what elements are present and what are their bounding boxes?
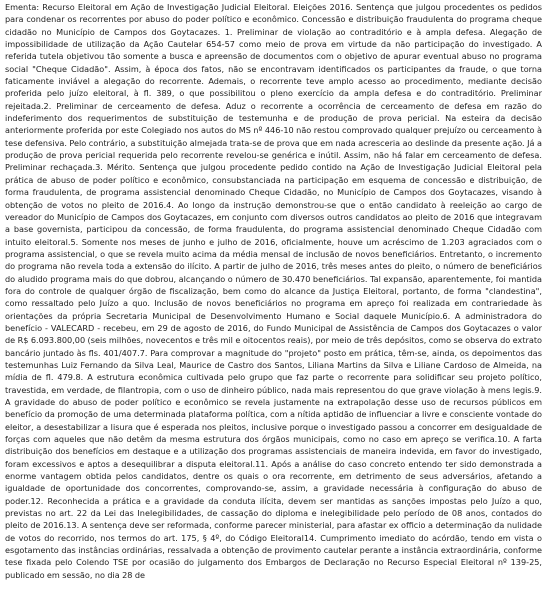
- ementa-paragraph: Ementa: Recurso Eleitoral em Ação de Investigação Judicial Eleitoral. Eleições 2016. Sentença que julgou procedentes os pedidos para condenar os recorrentes por abuso do poder político e econômico. Concessão e distribuição fraudulenta do programa cheque cidadão no Município de Campos dos Goytacazes. 1. Preliminar de violação ao contraditório e à ampla defesa. Alegação de impossibilidade de utilização da Ação Cautelar 654-57 como meio de prova em virtude da não participação do investigado. A referida tutela objetivou tão somente a busca e apreensão de documentos com o objetivo de apurar eventual abuso no programa social "Cheque Cidadão". Assim, à época dos fatos, não se encontravam identificados os participantes da fraude, o que torna faticamente inviável a alegação do recorrente. Ademais, o recorrente teve amplo acesso ao procedimento, mediante decisão proferida pelo juízo eleitoral, à fl. 389, o que possibilitou o pleno exercício da ampla defesa e do contraditório. Preliminar rejeitada.2. Preliminar de cerceamento de defesa. Aduz o recorrente a ocorrência de cerceamento de defesa em razão do indeferimento dos requerimentos de substituição de testemunha e de produção de prova pericial. Na esteira da decisão anteriormente proferida por este Colegiado nos autos do MS nº 446-10 não restou comprovado qualquer prejuízo ou cerceamento à tese defensiva. Pelo contrário, a substituição almejada trata-se de prova que em nada acresceria ao deslinde da presente ação. Já a produção de prova pericial requerida pelo recorrente revelou-se genérica e inútil. Assim, não há falar em cerceamento de defesa. Preliminar rechaçada.3. Mérito. Sentença que julgou procedente pedido contido na Ação de Investigação Judicial Eleitoral pela prática de abuso de poder político e econômico, consubstanciada na participação em esquema de concessão e distribuição, de forma fraudulenta, de programa assistencial denominado Cheque Cidadão, no Município de Campos dos Goytacazes, visando à obtenção de votos no pleito de 2016.4. Ao longo da instrução demonstrou-se que o então candidato à reeleição ao cargo de vereador do Município de Campos dos Goytacazes, em conjunto com diversos outros candidatos ao pleito de 2016 que integravam a base governista, participou da concessão, de forma fraudulenta, do programa assistencial denominado Cheque Cidadão com intuito eleitoral.5. Somente nos meses de junho e julho de 2016, oficialmente, houve um acréscimo de 1.203 agraciados com o programa assistencial, o que se revela muito acima da média mensal de inclusão de novos beneficiários. Entretanto, o incremento do programa não revela toda a extensão do ilícito. A partir de julho de 2016, três meses antes do pleito, o número de beneficiários do aludido programa mais do que dobrou, alcançando o número de 30.470 beneficiários. Tal expansão, aparentemente, foi mantida fora do controle de qualquer órgão de fiscalização, bem como do alcance da Justiça Eleitoral, portanto, de forma "clandestina", como ressaltado pelo Juízo a quo. Inclusão de novos beneficiários no programa em apreço foi realizada em contrariedade às orientações da própria Secretaria Municipal de Desenvolvimento Humano e Social daquele Município.6. A administradora do benefício - VALECARD - recebeu, em 29 de agosto de 2016, do Fundo Municipal de Assistência de Campos dos Goytacazes o valor de R$ 6.093.800,00 (seis milhões, novecentos e três mil e oitocentos reais), por meio de três depósitos, como se observa do extrato bancário juntado às fls. 401/407.7. Para comprovar a magnitude do "projeto" posto em prática, têm-se, ainda, os depoimentos das testemunhas Luiz Fernando da Silva Leal, Maurice de Castro dos Santos, Liliana Martins da Silva e Liliane Cardoso de Almeida, na mídia de fl. 479.8. A estrutura econômica cultivada pelo grupo que faz parte o recorrente para solidificar seu projeto político, travestida, em verdade, de filantropia, com o uso de dinheiro público, nada mais representou do que grave violação à mens legis.9. A gravidade do abuso de poder político e econômico se revela justamente na extrapolação desse uso de recursos públicos em benefício da promoção de uma determinada plataforma política, com a nítida aptidão de influenciar a livre e consciente vontade do eleitor, a desestabilizar a lisura que é esperada nos pleitos, inclusive porque o investigado passou a concorrer em desigualdade de forças com aqueles que não detêm da mesma estrutura dos órgãos municipais, como no caso em apreço se verifica.10. A farta distribuição dos benefícios em destaque e a utilização dos programas assistenciais de maneira indevida, em favor do investigado, foram excessivos e aptos a desequilibrar a disputa eleitoral.11. Após a análise do caso concreto entendo ter sido demonstrada a enorme vantagem obtida pelos candidatos, dentre os quais o ora recorrente, em detrimento de seus adversários, afetando a igualdade de oportunidade dos concorrentes, comprovando-se, assim, a gravidade necessária à configuração do abuso de poder.12. Reconhecida a prática e a gravidade da conduta ilícita, devem ser mantidas as sanções impostas pelo Juízo a quo, previstas no art. 22 da Lei das Inelegibilidades, de cassação do diploma e inelegibilidade pelo período de 08 anos, contados do pleito de 2016.13. A sentença deve ser reformada, conforme parecer ministerial, para afastar ex officio a determinação da nulidade de votos do recorrido, nos termos do art. 175, § 4º, do Código Eleitoral14. Cumprimento imediato do acórdão, tendo em vista o esgotamento das instâncias ordinárias, ressalvada a obtenção de provimento cautelar perante a instância extraordinária, conforme tese fixada pelo Colendo TSE por ocasião do julgamento dos Embargos de Declaração no Recurso Especial Eleitoral nº 139-25, publicado em sessão, no dia 28 de: [5, 2, 542, 580]
